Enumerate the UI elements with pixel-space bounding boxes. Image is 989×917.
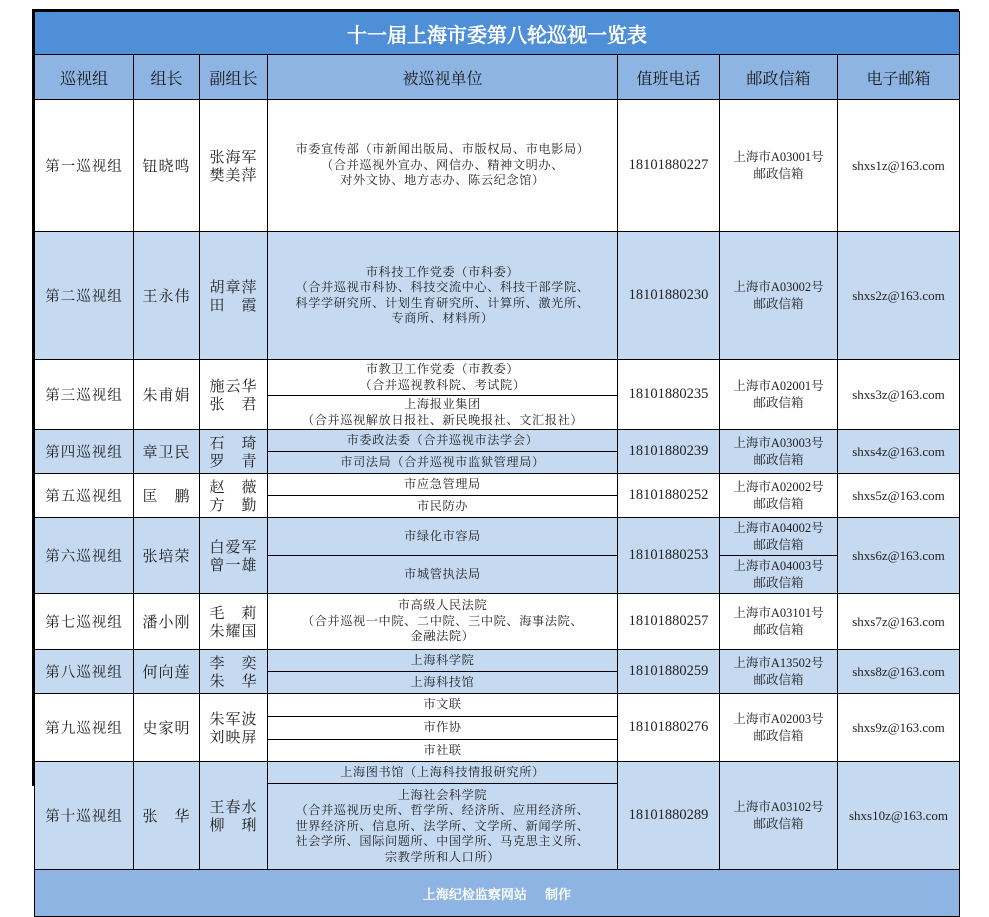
email-address: shxs3z@163.com <box>838 360 960 430</box>
table-row <box>35 650 960 672</box>
inspected-unit <box>268 518 618 556</box>
inspected-unit <box>268 100 618 232</box>
inspected-unit <box>268 474 618 496</box>
inspected-unit <box>268 396 618 430</box>
deputy-name: 赵 薇 <box>209 477 258 496</box>
mailbox-line: 邮政信箱 <box>753 672 804 687</box>
unit-line: 市作协 <box>423 720 462 735</box>
inspected-unit <box>268 430 618 452</box>
email-address: shxs8z@163.com <box>838 650 960 694</box>
duty-phone: 18101880259 <box>618 650 720 694</box>
mailbox-line: 邮政信箱 <box>753 816 804 831</box>
deputy-names <box>200 518 268 594</box>
group-name: 第七巡视组 <box>35 594 134 650</box>
deputy-names <box>200 762 268 870</box>
duty-phone: 18101880253 <box>618 518 720 594</box>
unit-line: （合并巡视解放日报社、新民晚报社、文汇报社） <box>301 412 584 427</box>
group-name: 第二巡视组 <box>35 232 134 360</box>
unit-line: 上海图书馆（上海科技情报研究所） <box>340 764 545 779</box>
postal-mailbox <box>720 100 838 232</box>
deputy-names <box>200 232 268 360</box>
deputy-name: 毛 莉 <box>209 603 258 622</box>
inspected-unit <box>268 232 618 360</box>
mailbox-line: 邮政信箱 <box>753 537 804 552</box>
unit-line: 市司法局（合并巡视市监狱管理局） <box>340 454 545 469</box>
mailbox-line: 邮政信箱 <box>753 395 804 410</box>
patrol-table-container <box>32 9 959 903</box>
duty-phone: 18101880235 <box>618 360 720 430</box>
unit-line: 市高级人民法院 <box>397 598 488 613</box>
column-header: 值班电话 <box>618 55 720 100</box>
unit-line: 上海社会科学院 <box>397 787 488 802</box>
group-name: 第四巡视组 <box>35 430 134 474</box>
inspected-unit <box>268 496 618 518</box>
inspected-unit <box>268 556 618 594</box>
unit-line: 市城管执法局 <box>404 566 481 581</box>
table-row <box>35 360 960 396</box>
footer-made: 制作 <box>545 887 572 903</box>
mailbox-line: 邮政信箱 <box>753 728 804 743</box>
email-address: shxs10z@163.com <box>838 762 960 870</box>
table-row <box>35 518 960 556</box>
unit-line: 上海科学院 <box>410 652 475 667</box>
deputy-name: 曾一雄 <box>209 555 258 574</box>
table-footer <box>35 870 960 917</box>
unit-line: 市委政法委（合并巡视市法学会） <box>346 432 539 447</box>
postal-mailbox <box>720 232 838 360</box>
duty-phone: 18101880230 <box>618 232 720 360</box>
postal-mailbox <box>720 556 838 594</box>
leader-name: 朱甫娟 <box>134 360 200 430</box>
deputy-names <box>200 430 268 474</box>
duty-phone: 18101880239 <box>618 430 720 474</box>
mailbox-line: 上海市A03001号 <box>733 149 824 164</box>
unit-line: 市应急管理局 <box>404 476 481 491</box>
column-header: 副组长 <box>200 55 268 100</box>
column-header: 被巡视单位 <box>268 55 618 100</box>
table-row <box>35 694 960 717</box>
patrol-table <box>34 11 960 917</box>
mailbox-line: 邮政信箱 <box>753 496 804 511</box>
unit-line: 市委宣传部（市新闻出版局、市版权局、市电影局） <box>295 142 590 157</box>
mailbox-line: 邮政信箱 <box>753 622 804 637</box>
email-address: shxs4z@163.com <box>838 430 960 474</box>
mailbox-line: 上海市A04003号 <box>733 558 824 573</box>
table-row <box>35 430 960 452</box>
inspected-unit <box>268 762 618 784</box>
unit-line: （合并巡视历史所、哲学所、经济所、应用经济所、 <box>295 803 590 818</box>
table-title: 十一届上海市委第八轮巡视一览表 <box>35 12 960 55</box>
unit-line: 市科技工作党委（市科委） <box>365 264 520 279</box>
group-name: 第三巡视组 <box>35 360 134 430</box>
deputy-names <box>200 360 268 430</box>
mailbox-line: 上海市A02001号 <box>733 378 824 393</box>
inspected-unit <box>268 717 618 740</box>
unit-line: 市教卫工作党委（市教委） <box>365 362 520 376</box>
inspected-unit <box>268 784 618 870</box>
group-name: 第八巡视组 <box>35 650 134 694</box>
table-row <box>35 762 960 784</box>
deputy-names <box>200 650 268 694</box>
deputy-name: 朱军波 <box>209 709 258 728</box>
deputy-name: 朱耀国 <box>209 621 258 640</box>
duty-phone: 18101880257 <box>618 594 720 650</box>
table-row <box>35 594 960 650</box>
email-address: shxs1z@163.com <box>838 100 960 232</box>
deputy-name: 方 勤 <box>209 495 258 514</box>
email-address: shxs5z@163.com <box>838 474 960 518</box>
unit-line: 上海科技馆 <box>410 674 475 689</box>
leader-name: 张培荣 <box>134 518 200 594</box>
column-header: 电子邮箱 <box>838 55 960 100</box>
leader-name: 匡 鹏 <box>134 474 200 518</box>
deputy-name: 罗 青 <box>209 451 258 470</box>
mailbox-line: 上海市A03003号 <box>733 435 824 450</box>
table-body <box>35 100 960 870</box>
postal-mailbox <box>720 360 838 430</box>
unit-line: 上海报业集团 <box>404 397 481 411</box>
inspected-unit <box>268 650 618 672</box>
postal-mailbox <box>720 594 838 650</box>
unit-line: 对外文协、地方志办、陈云纪念馆） <box>340 173 545 188</box>
postal-mailbox <box>720 650 838 694</box>
email-address: shxs6z@163.com <box>838 518 960 594</box>
unit-line: 专商所、材料所） <box>391 311 494 325</box>
mailbox-line: 邮政信箱 <box>753 452 804 467</box>
leader-name: 潘小刚 <box>134 594 200 650</box>
postal-mailbox <box>720 762 838 870</box>
inspected-unit <box>268 672 618 694</box>
unit-line: 市绿化市容局 <box>404 528 481 543</box>
deputy-name: 李 奕 <box>209 653 258 672</box>
deputy-name: 刘映屏 <box>209 727 258 746</box>
inspected-unit <box>268 360 618 396</box>
leader-name: 王永伟 <box>134 232 200 360</box>
inspected-unit <box>268 694 618 717</box>
deputy-names <box>200 694 268 762</box>
postal-mailbox <box>720 474 838 518</box>
table-row <box>35 232 960 360</box>
unit-line: 社会学所、国际问题所、中国学所、马克思主义所、 <box>295 834 590 849</box>
mailbox-line: 上海市A03002号 <box>733 279 824 294</box>
unit-line: （合并巡视一中院、二中院、三中院、海事法院、 <box>301 613 584 628</box>
email-address: shxs9z@163.com <box>838 694 960 762</box>
deputy-name: 白爱军 <box>209 537 258 556</box>
deputy-name: 张海军 <box>209 147 258 166</box>
leader-name: 何向莲 <box>134 650 200 694</box>
unit-line: 市文联 <box>423 697 462 712</box>
deputy-name: 朱 华 <box>209 671 258 690</box>
postal-mailbox <box>720 518 838 556</box>
deputy-name: 柳 琍 <box>209 815 258 834</box>
table-row <box>35 100 960 232</box>
deputy-names <box>200 100 268 232</box>
deputy-name: 田 霞 <box>209 295 258 314</box>
mailbox-line: 邮政信箱 <box>753 296 804 311</box>
mailbox-line: 上海市A04002号 <box>733 520 824 535</box>
email-address: shxs7z@163.com <box>838 594 960 650</box>
unit-line: 宗教学所和人口所） <box>384 849 501 864</box>
mailbox-line: 上海市A03102号 <box>733 799 824 814</box>
duty-phone: 18101880252 <box>618 474 720 518</box>
leader-name: 张 华 <box>134 762 200 870</box>
unit-line: （合并巡视外宣办、网信办、精神文明办、 <box>321 157 564 172</box>
deputy-name: 张 君 <box>209 394 258 413</box>
column-header: 巡视组 <box>35 55 134 100</box>
footer-site: 上海纪检监察网站 <box>422 887 527 903</box>
leader-name: 钮晓鸣 <box>134 100 200 232</box>
deputy-name: 施云华 <box>209 376 258 395</box>
group-name: 第六巡视组 <box>35 518 134 594</box>
header-row <box>35 55 960 100</box>
leader-name: 章卫民 <box>134 430 200 474</box>
group-name: 第十巡视组 <box>35 762 134 870</box>
deputy-name: 王春水 <box>209 797 258 816</box>
mailbox-line: 邮政信箱 <box>753 166 804 181</box>
unit-line: 科学学研究所、计划生育研究所、计算所、激光所、 <box>295 295 590 310</box>
unit-line: （合并巡视教科院、考试院） <box>359 377 526 392</box>
postal-mailbox <box>720 430 838 474</box>
postal-mailbox <box>720 694 838 762</box>
inspected-unit <box>268 740 618 762</box>
unit-line: （合并巡视市科协、科技交流中心、科技干部学院、 <box>295 280 590 294</box>
group-name: 第九巡视组 <box>35 694 134 762</box>
email-address: shxs2z@163.com <box>838 232 960 360</box>
deputy-name: 胡章萍 <box>209 277 258 296</box>
column-header: 组长 <box>134 55 200 100</box>
group-name: 第一巡视组 <box>35 100 134 232</box>
unit-line: 世界经济所、信息所、法学所、文学所、新闻学所、 <box>295 818 590 833</box>
leader-name: 史家明 <box>134 694 200 762</box>
deputy-names <box>200 474 268 518</box>
mailbox-line: 上海市A02002号 <box>733 479 824 494</box>
column-header: 邮政信箱 <box>720 55 838 100</box>
table-row <box>35 474 960 496</box>
duty-phone: 18101880227 <box>618 100 720 232</box>
duty-phone: 18101880289 <box>618 762 720 870</box>
mailbox-line: 上海市A03101号 <box>733 605 824 620</box>
mailbox-line: 上海市A13502号 <box>733 655 824 670</box>
inspected-unit <box>268 594 618 650</box>
deputy-name: 樊美萍 <box>209 165 258 184</box>
unit-line: 市社联 <box>423 742 462 757</box>
unit-line: 市民防办 <box>416 498 469 513</box>
mailbox-line: 邮政信箱 <box>753 575 804 590</box>
deputy-names <box>200 594 268 650</box>
deputy-name: 石 琦 <box>209 433 258 452</box>
duty-phone: 18101880276 <box>618 694 720 762</box>
unit-line: 金融法院） <box>410 629 475 644</box>
mailbox-line: 上海市A02003号 <box>733 711 824 726</box>
group-name: 第五巡视组 <box>35 474 134 518</box>
inspected-unit <box>268 452 618 474</box>
